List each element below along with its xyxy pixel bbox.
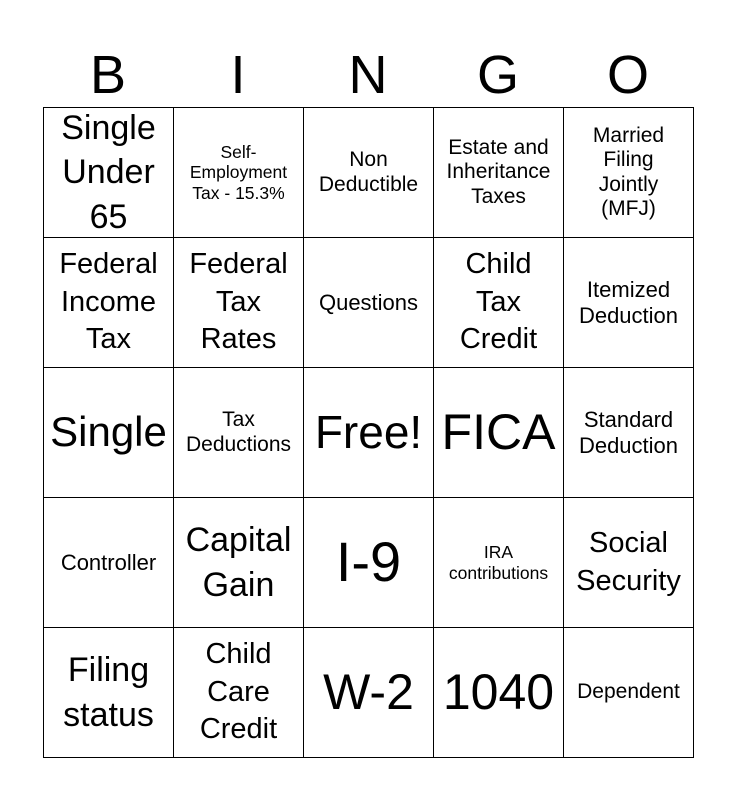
free-space-cell[interactable] [304, 368, 434, 498]
bingo-board [43, 107, 694, 758]
bingo-cell[interactable] [564, 238, 694, 368]
cell-label: Single Under 65 [61, 109, 156, 236]
header-letter-b: B [89, 45, 127, 105]
bingo-cell[interactable] [44, 368, 174, 498]
bingo-cell[interactable] [434, 628, 564, 758]
cell-label: Married Filing Jointly (MFJ) [592, 124, 665, 220]
bingo-cell[interactable] [564, 628, 694, 758]
bingo-cell[interactable] [44, 498, 174, 628]
cell-label: Filing status [63, 651, 154, 734]
bingo-header [43, 42, 693, 108]
cell-label: IRA contributions [448, 542, 549, 583]
cell-label: Questions [318, 289, 419, 315]
cell-label: Child Care Credit [199, 637, 278, 746]
bingo-cell[interactable] [304, 238, 434, 368]
bingo-cell[interactable] [44, 238, 174, 368]
cell-label: Standard Deduction [578, 407, 679, 458]
header-letter-n: N [348, 45, 388, 105]
cell-label: Tax Deductions [185, 408, 292, 456]
free-space-label: Free! [314, 406, 423, 459]
bingo-cell[interactable] [434, 498, 564, 628]
cell-label: Estate and Inheritance Taxes [446, 136, 551, 208]
bingo-cell[interactable] [304, 498, 434, 628]
cell-label: Social Security [576, 526, 681, 597]
cell-label: 1040 [442, 663, 555, 720]
bingo-cell[interactable] [174, 628, 304, 758]
bingo-cell[interactable] [564, 108, 694, 238]
bingo-cell[interactable] [304, 108, 434, 238]
bingo-cell[interactable] [434, 108, 564, 238]
cell-label: Child Tax Credit [459, 247, 538, 356]
header-letter-o: O [606, 45, 649, 105]
header-letter-g: G [476, 45, 519, 105]
cell-label: Dependent [577, 680, 680, 704]
header-letter-i: I [230, 45, 246, 105]
cell-label: Non Deductible [318, 148, 419, 196]
cell-label: Controller [60, 549, 157, 575]
cell-label: Federal Income Tax [59, 247, 158, 356]
cell-label: FICA [441, 403, 556, 460]
cell-label: Self- Employment Tax - 15.3% [189, 142, 288, 203]
bingo-cell[interactable] [304, 628, 434, 758]
cell-label: W-2 [323, 663, 414, 720]
bingo-cell[interactable] [434, 238, 564, 368]
bingo-cell[interactable] [564, 498, 694, 628]
bingo-cell[interactable] [564, 368, 694, 498]
bingo-cell[interactable] [174, 238, 304, 368]
cell-label: Itemized Deduction [578, 277, 679, 328]
bingo-cell[interactable] [434, 368, 564, 498]
bingo-cell[interactable] [174, 108, 304, 238]
bingo-cell[interactable] [44, 628, 174, 758]
cell-label: Federal Tax Rates [189, 247, 288, 356]
bingo-cell[interactable] [174, 368, 304, 498]
bingo-cell[interactable] [44, 108, 174, 238]
cell-label: Capital Gain [185, 521, 292, 604]
cell-label: Single [50, 408, 167, 456]
bingo-cell[interactable] [174, 498, 304, 628]
cell-label: I-9 [335, 530, 402, 594]
